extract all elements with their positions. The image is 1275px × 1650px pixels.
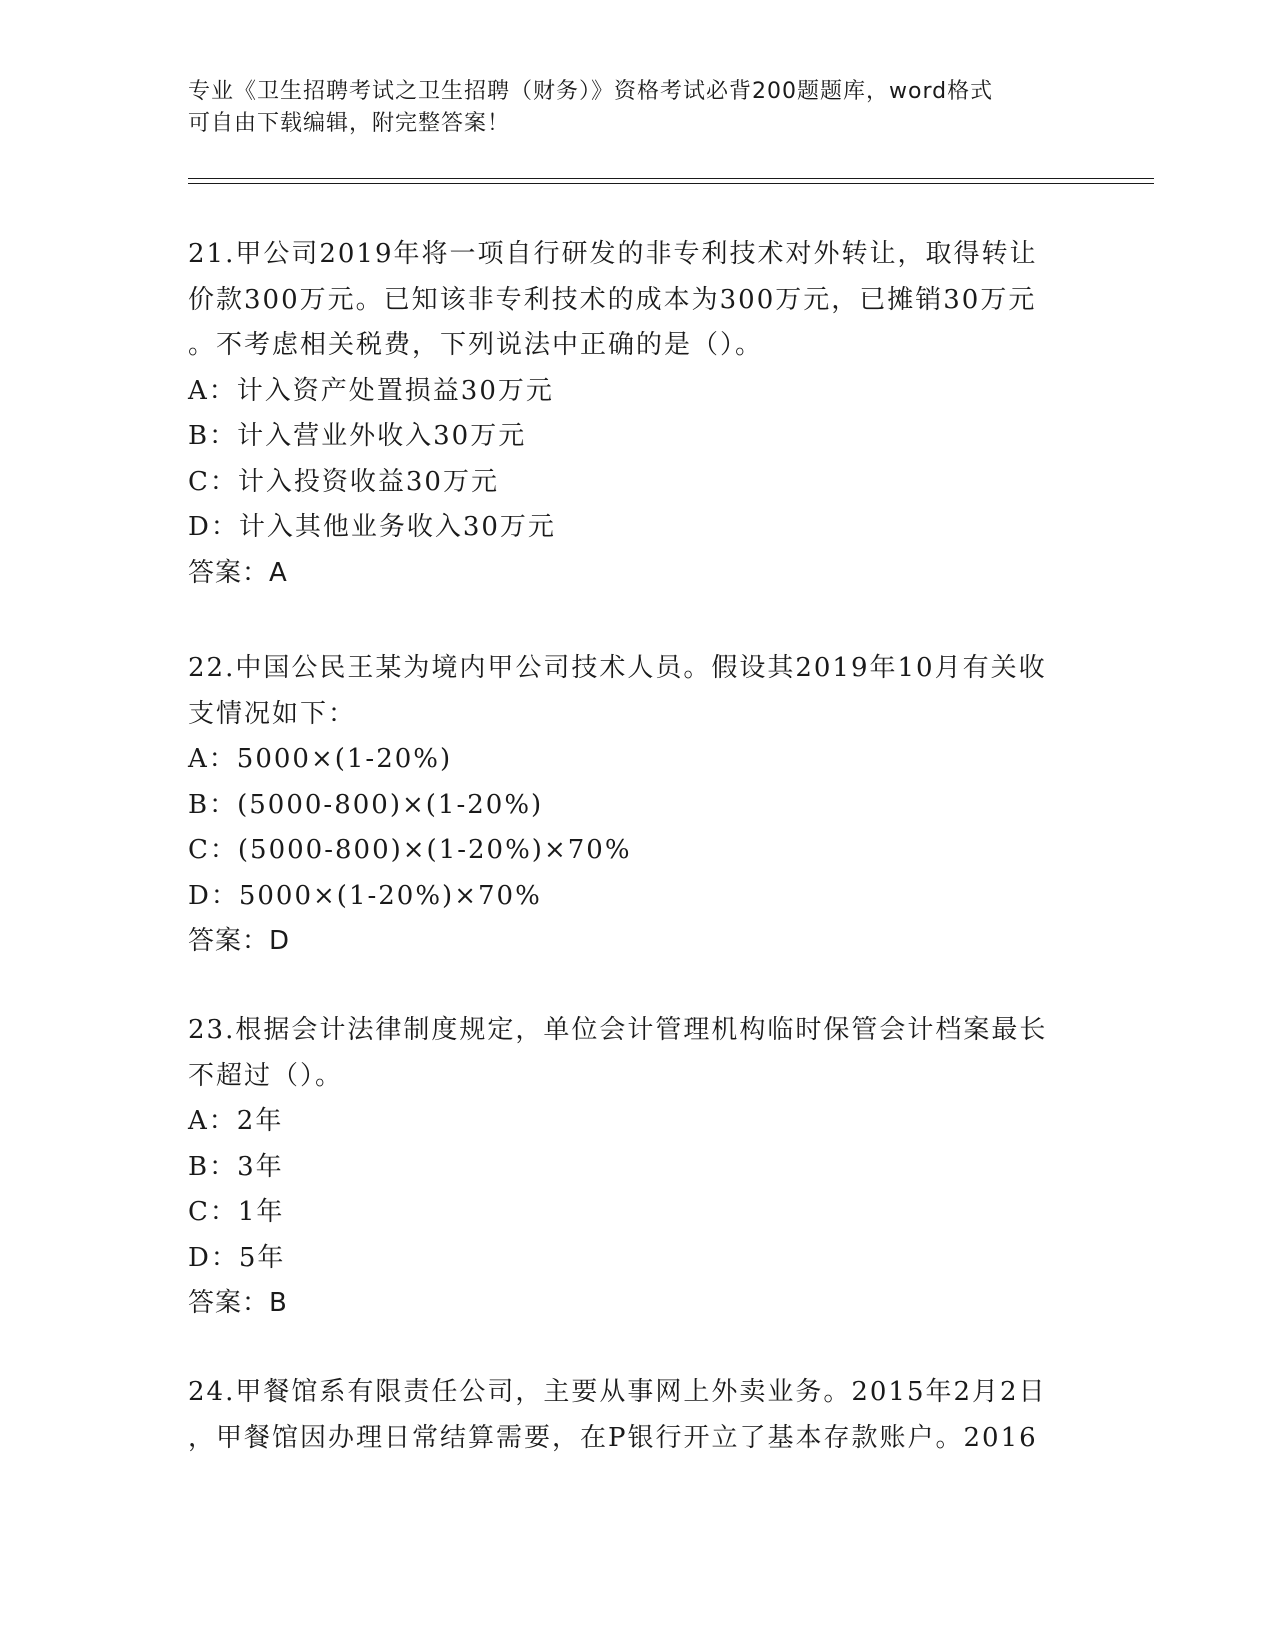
- header-divider-top: [188, 178, 1154, 179]
- option-d: D：5年: [188, 1242, 286, 1273]
- option-b: B：(5000-800)×(1-20%): [188, 789, 544, 820]
- option-c: C：(5000-800)×(1-20%)×70%: [188, 835, 632, 865]
- answer-line: 答案：D: [188, 926, 291, 956]
- option-a: A：5000×(1-20%): [188, 744, 453, 774]
- option-b: B：计入营业外收入30万元: [188, 421, 527, 451]
- question-text-line: 23.根据会计法律制度规定，单位会计管理机构临时保管会计档案最长: [188, 1015, 1048, 1045]
- option-d: D：计入其他业务收入30万元: [188, 512, 556, 542]
- question-text-line: 22.中国公民王某为境内甲公司技术人员。假设其2019年10月有关收: [188, 653, 1047, 683]
- header-line-1: 专业《卫生招聘考试之卫生招聘（财务）》资格考试必背200题题库，word格式: [188, 79, 994, 104]
- document-header: [188, 76, 1068, 140]
- question-text-line: 21.甲公司2019年将一项自行研发的非专利技术对外转让，取得转让: [188, 239, 1038, 269]
- question-24: [188, 1370, 1088, 1461]
- option-a: A：2年: [188, 1106, 284, 1136]
- option-d: D：5000×(1-20%)×70%: [188, 880, 542, 911]
- answer-line: 答案：A: [188, 557, 288, 588]
- question-23: [188, 1008, 1088, 1327]
- question-text-line: 价款300万元。已知该非专利技术的成本为300万元，已摊销30万元: [188, 284, 1037, 315]
- option-c: C：1年: [188, 1197, 285, 1227]
- option-b: B：3年: [188, 1151, 284, 1182]
- option-a: A：计入资产处置损益30万元: [188, 375, 554, 406]
- option-c: C：计入投资收益30万元: [188, 466, 499, 497]
- question-text-line: 。不考虑相关税费，下列说法中正确的是（）。: [188, 330, 764, 360]
- question-text-line: 不超过（）。: [188, 1060, 344, 1091]
- question-text-line: ，甲餐馆因办理日常结算需要，在P银行开立了基本存款账户。2016: [188, 1422, 1038, 1453]
- header-line-2: 可自由下载编辑，附完整答案！: [188, 111, 511, 136]
- question-text-line: 支情况如下：: [188, 698, 357, 729]
- answer-line: 答案：B: [188, 1288, 288, 1318]
- question-21: [188, 232, 1088, 596]
- header-divider-bottom: [188, 183, 1154, 184]
- question-22: [188, 646, 1088, 965]
- question-text-line: 24.甲餐馆系有限责任公司，主要从事网上外卖业务。2015年2月2日: [188, 1377, 1047, 1407]
